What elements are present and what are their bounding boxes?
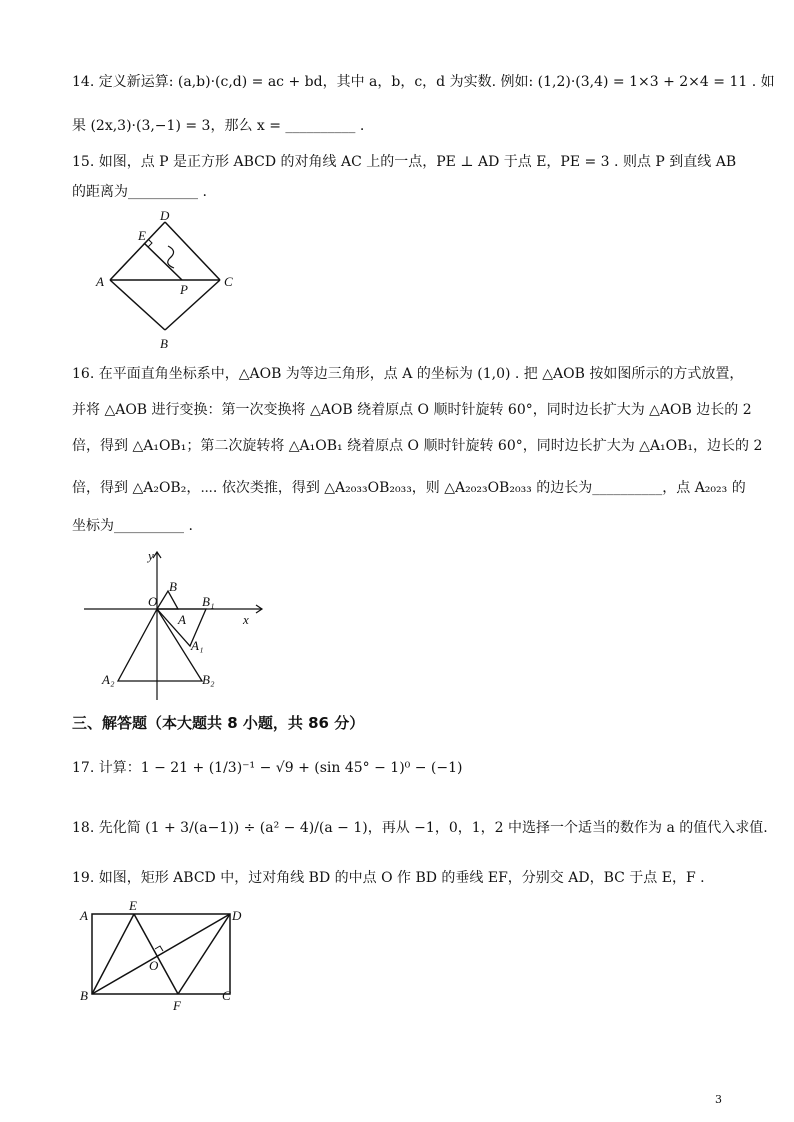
q16-label-o: O [148,594,158,609]
page-number: 3 [715,1093,722,1106]
q19-label-d: D [232,908,242,923]
q15-line2: 的距离为__________ . [72,184,207,200]
q19-label-o: O [149,958,159,973]
q16-label-b: B [169,579,177,594]
q19-label-a: A [80,908,88,923]
q16-label-a1: A₁ [191,638,204,653]
q16-label-b2: B₂ [202,672,215,687]
q14-line2: 果 (2x,3)·(3,−1) = 3，那么 x = __________ . [72,118,365,134]
q16-label-y: y [148,548,154,563]
q15-label-b: B [160,336,168,351]
q15-line1: 15. 如图，点 P 是正方形 ABCD 的对角线 AC 上的一点，PE ⊥ AD 于点 E，PE = 3 . 则点 P 到直线 AB [72,154,737,170]
q19-label-b: B [80,988,88,1003]
q16-line4: 倍，得到 △A₂OB₂，⋯. 依次类推，得到 △A₂₀₃₃OB₂₀₃₃，则 △A₂₀₂₃OB₂₀₃₃ 的边长为__________，点 A₂₀₂₃ 的 [72,480,746,496]
q16-coordinate-figure [80,546,280,702]
q18-text: 18. 先化简 (1 + 3/(a−1)) ÷ (a² − 4)/(a − 1)，再从 −1，0，1，2 中选择一个适当的数作为 a 的值代入求值. [72,820,768,836]
q19-text: 19. 如图，矩形 ABCD 中，过对角线 BD 的中点 O 作 BD 的垂线 EF，分别交 AD，BC 于点 E，F . [72,870,705,886]
q16-label-a: A [178,612,186,627]
q16-label-a2: A₂ [102,672,115,687]
q16-line2: 并将 △AOB 进行变换：第一次变换将 △AOB 绕着原点 O 顺时针旋转 60°，同时边长扩大为 △AOB 边长的 2 [72,402,752,418]
q15-label-p: P [180,282,188,297]
q19-label-c: C [222,988,231,1003]
q16-line5: 坐标为__________ . [72,518,193,534]
q15-square-figure [90,206,240,356]
q14-line1: 14. 定义新运算: (a,b)·(c,d) = ac + bd，其中 a，b，c，d 为实数. 例如: (1,2)·(3,4) = 1×3 + 2×4 = 11 . 如 [72,74,775,90]
section-3-heading: 三、解答题（本大题共 8 小题，共 86 分） [72,714,365,732]
q15-label-d: D [160,208,170,223]
q15-label-a: A [96,274,104,289]
q16-line1: 16. 在平面直角坐标系中，△AOB 为等边三角形，点 A 的坐标为 (1,0) . 把 △AOB 按如图所示的方式放置， [72,366,744,382]
q16-line3: 倍，得到 △A₁OB₁；第二次旋转将 △A₁OB₁ 绕着原点 O 顺时针旋转 60°，同时边长扩大为 △A₁OB₁，边长的 2 [72,438,763,454]
q15-label-e: E [138,228,146,243]
q16-label-b1: B₁ [202,594,215,609]
q19-rectangle-figure [76,898,246,1018]
q19-label-f: F [173,998,181,1013]
q15-label-c: C [224,274,233,289]
q16-label-x: x [243,612,249,627]
q17-text: 17. 计算：1 − 21 + (1/3)⁻¹ − √9 + (sin 45° − 1)⁰ − (−1) [72,760,463,776]
q19-label-e: E [129,898,137,913]
